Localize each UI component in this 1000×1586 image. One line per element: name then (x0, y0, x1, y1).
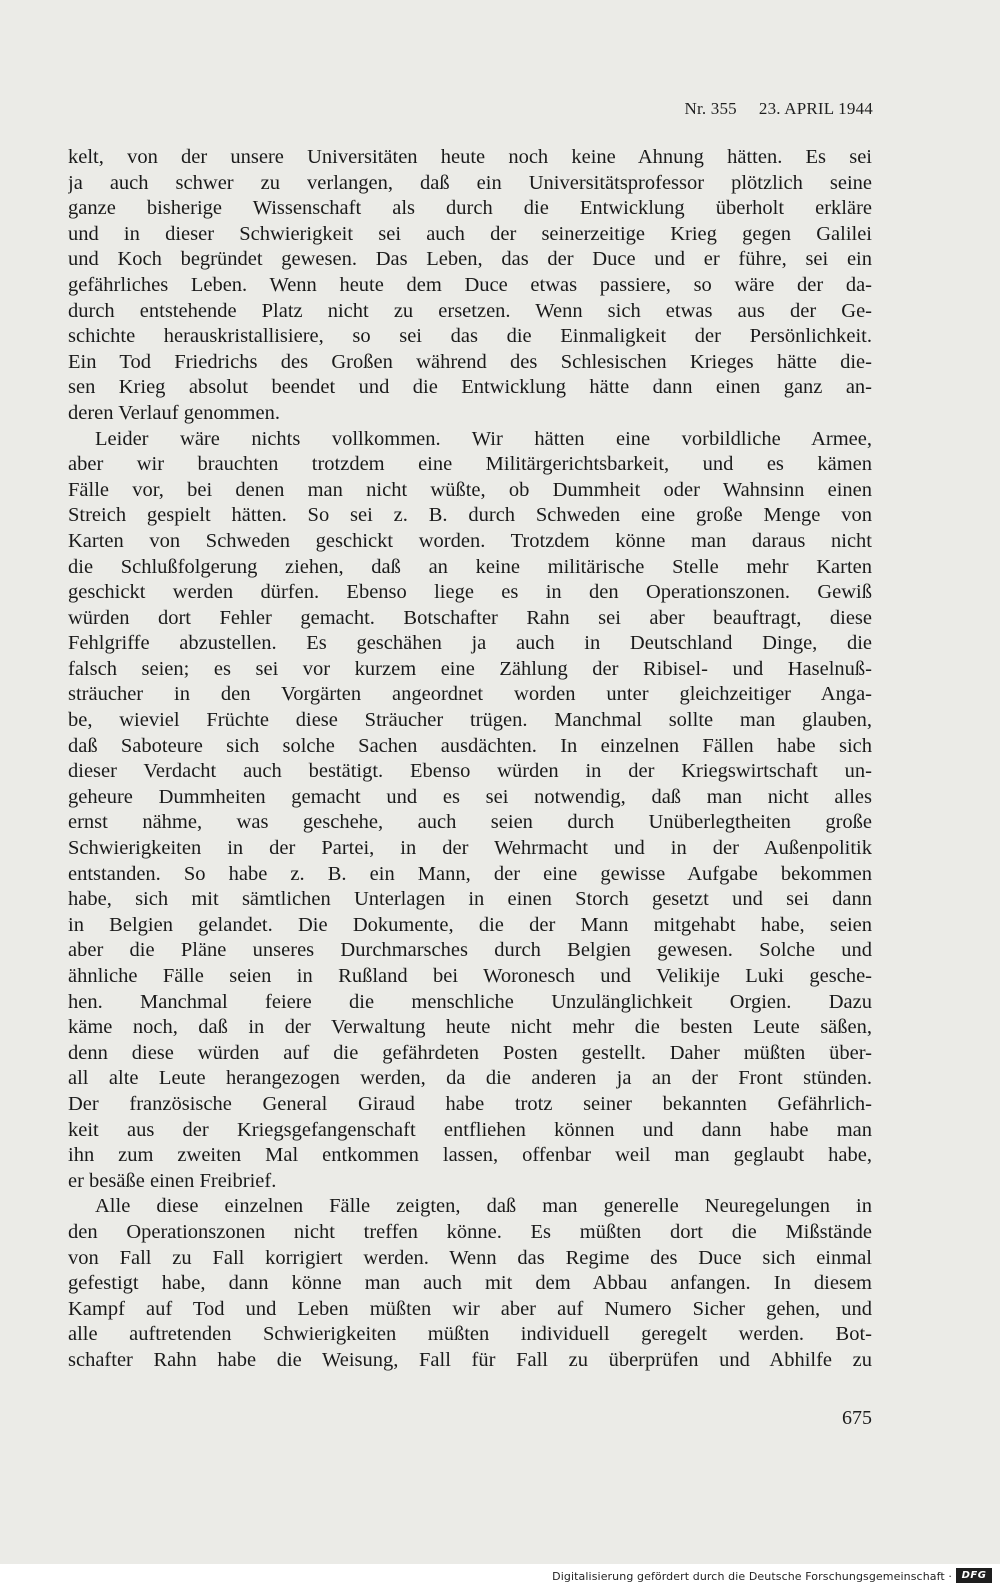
text-line: geschickt werden dürfen. Ebenso liege es in den Operationszonen. Gewiß (68, 581, 872, 604)
text-line: kelt, von der unsere Universitäten heute noch keine Ahnung hätten. Es sei (68, 146, 872, 168)
text-line: daß Saboteure sich solche Sachen ausdächten. In einzelnen Fällen habe sich (68, 734, 872, 757)
text-line: Der französische General Giraud habe trotz seiner bekannten Gefährlich- (68, 1092, 872, 1115)
text-line: von Fall zu Fall korrigiert werden. Wenn das Regime des Duce sich einmal (68, 1246, 872, 1269)
digitization-footer (0, 1564, 1000, 1586)
text-line: Ein Tod Friedrichs des Großen während des Schlesischen Krieges hätte die- (68, 350, 872, 373)
body-text (68, 145, 872, 1374)
text-line: in Belgien gelandet. Die Dokumente, die der Mann mitgehabt habe, seien (68, 913, 872, 936)
text-line: den Operationszonen nicht treffen könne. Es müßten dort die Mißstände (68, 1220, 872, 1243)
text-line: deren Verlauf genommen. (68, 401, 280, 424)
text-line: er besäße einen Freibrief. (68, 1169, 277, 1192)
text-line: schafter Rahn habe die Weisung, Fall für Fall zu überprüfen und Abhilfe zu (68, 1348, 872, 1371)
paragraph-3 (68, 1194, 872, 1373)
text-line: Alle diese einzelnen Fälle zeigten, daß man generelle Neuregelungen in (95, 1195, 872, 1218)
paragraph-2 (68, 427, 872, 1195)
page-header (684, 99, 873, 119)
text-line: sträucher in den Vorgärten angeordnet worden unter gleichzeitiger Anga- (68, 683, 872, 706)
text-line: dieser Verdacht auch bestätigt. Ebenso würden in der Kriegswirtschaft un- (68, 760, 872, 783)
text-line: durch entstehende Platz nicht zu ersetzen. Wenn sich etwas aus der Ge- (68, 299, 872, 322)
text-line: Streich gespielt hätten. So sei z. B. durch Schweden eine große Menge von (68, 504, 872, 527)
text-line: ernst nähme, was geschehe, auch seien durch Unüberlegtheiten große (68, 811, 872, 834)
text-line: ganze bisherige Wissenschaft als durch die Entwicklung überholt erkläre (68, 197, 872, 220)
text-line: gefestigt habe, dann könne man auch mit dem Abbau anfangen. In diesem (68, 1272, 872, 1295)
text-line: Fehlgriffe abzustellen. Es geschähen ja auch in Deutschland Dinge, die (68, 632, 872, 655)
text-line: falsch seien; es sei vor kurzem eine Zählung der Ribisel- und Haselnuß- (68, 657, 872, 680)
text-line: und in dieser Schwierigkeit sei auch der seinerzeitige Krieg gegen Galilei (68, 222, 872, 245)
text-line: alle auftretenden Schwierigkeiten müßten individuell geregelt werden. Bot- (68, 1323, 872, 1346)
text-line: geheure Dummheiten gemacht und es sei notwendig, daß man nicht alles (68, 785, 872, 808)
text-line: die Schlußfolgerung ziehen, daß an keine militärische Stelle mehr Karten (68, 555, 872, 578)
document-number: Nr. 355 (684, 99, 737, 118)
text-line: sen Krieg absolut beendet und die Entwicklung hätte dann einen ganz an- (68, 376, 872, 399)
text-line: habe, sich mit sämtlichen Unterlagen in einen Storch gesetzt und sei dann (68, 888, 872, 911)
text-line: käme noch, daß in der Verwaltung heute nicht mehr die besten Leute säßen, (68, 1016, 872, 1039)
text-line: Kampf auf Tod und Leben müßten wir aber auf Numero Sicher gehen, und (68, 1297, 872, 1320)
text-line: entstanden. So habe z. B. ein Mann, der eine gewisse Aufgabe bekommen (68, 862, 872, 885)
text-line: keit aus der Kriegsgefangenschaft entfliehen können und dann habe man (68, 1118, 872, 1141)
text-line: be, wieviel Früchte diese Sträucher trügen. Manchmal sollte man glauben, (68, 709, 872, 732)
paragraph-1 (68, 145, 872, 427)
text-line: Karten von Schweden geschickt worden. Trotzdem könne man daraus nicht (68, 529, 872, 552)
text-line: aber die Pläne unseres Durchmarsches durch Belgien gewesen. Solche und (68, 939, 872, 962)
text-line: ihn zum zweiten Mal entkommen lassen, offenbar weil man geglaubt habe, (68, 1144, 872, 1167)
funding-credit: Digitalisierung gefördert durch die Deutsche Forschungsgemeinschaft · (552, 1570, 952, 1583)
text-line: aber wir brauchten trotzdem eine Militärgerichtsbarkeit, und es kämen (68, 453, 872, 476)
text-line: all alte Leute herangezogen werden, da die anderen ja an der Front stünden. (68, 1067, 872, 1090)
text-line: Fälle vor, bei denen man nicht wüßte, ob Dummheit oder Wahnsinn einen (68, 478, 872, 501)
text-line: und Koch begründet gewesen. Das Leben, das der Duce und er führe, sei ein (68, 248, 872, 271)
text-line: denn diese würden auf die gefährdeten Posten gestellt. Daher müßten über- (68, 1041, 872, 1064)
text-line: hen. Manchmal feiere die menschliche Unzulänglichkeit Orgien. Dazu (68, 990, 872, 1013)
dfg-logo-icon: DFG (956, 1568, 992, 1583)
document-date: 23. APRIL 1944 (758, 99, 873, 118)
text-line: Schwierigkeiten in der Partei, in der Wehrmacht und in der Außenpolitik (68, 837, 872, 860)
text-line: gefährliches Leben. Wenn heute dem Duce etwas passiere, so wäre der da- (68, 273, 872, 296)
text-line: würden dort Fehler gemacht. Botschafter Rahn sei aber beauftragt, diese (68, 606, 872, 629)
page-number: 675 (842, 1407, 872, 1429)
text-line: ja auch schwer zu verlangen, daß ein Universitätsprofessor plötzlich seine (68, 171, 872, 194)
text-line: ähnliche Fälle seien in Rußland bei Woronesch und Velikije Luki gesche- (68, 965, 872, 987)
text-line: Leider wäre nichts vollkommen. Wir hätten eine vorbildliche Armee, (95, 427, 872, 450)
text-line: schichte herauskristallisiere, so sei das die Einmaligkeit der Persönlichkeit. (68, 325, 872, 348)
